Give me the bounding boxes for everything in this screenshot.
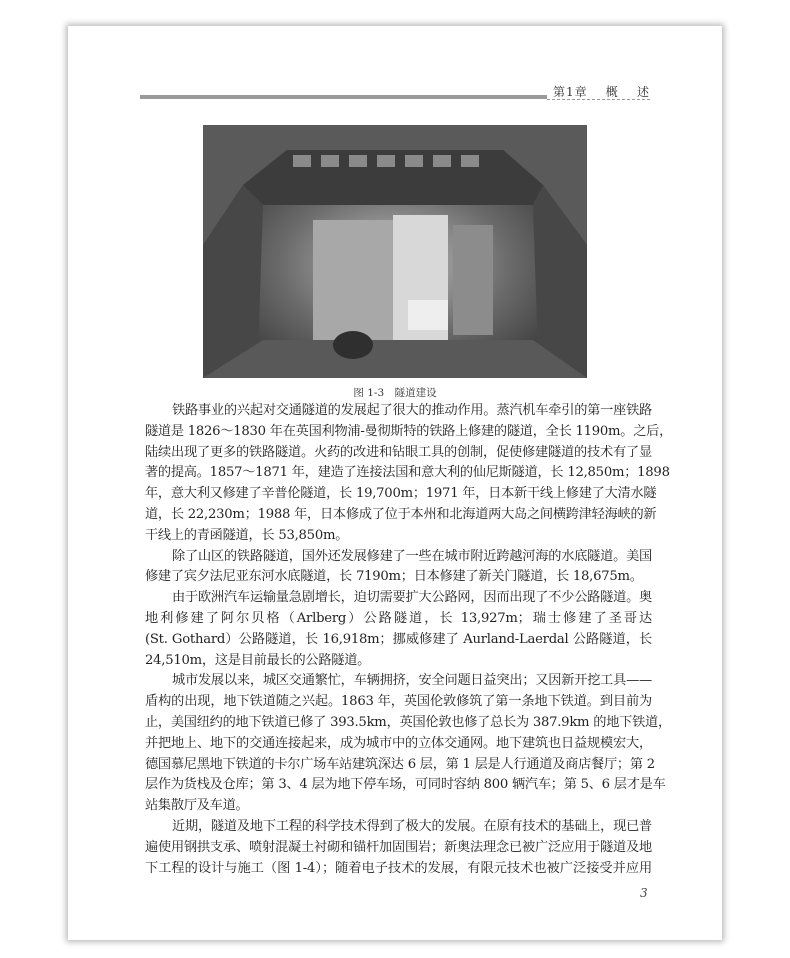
text-line: 盾构的出现，地下铁道随之兴起。1863 年，英国伦敦修筑了第一条地下铁道。到目前为 (145, 694, 652, 710)
text-line: 德国慕尼黑地下铁道的卡尔广场车站建筑深达 6 层，第 1 层是人行通道及商店餐厅；第 2 (145, 756, 655, 772)
text-line: 站集散厅及车道。 (145, 798, 249, 814)
text-line: 下工程的设计与施工（图 1-4）；随着电子技术的发展，有限元技术也被广泛接受并应用 (145, 860, 652, 876)
text-line: 止，美国纽约的地下铁道已修了 393.5km，英国伦敦也修了总长为 387.9km 的地下铁道， (145, 714, 671, 730)
text-line: 近期，隧道及地下工程的科学技术得到了极大的发展。在原有技术的基础上，现已普 (172, 818, 652, 834)
text-line: 并把地上、地下的交通连接起来，成为城市中的立体交通网。地下建筑也日益规模宏大， (145, 735, 652, 751)
text-line: 道，长 22,230m；1988 年，日本修成了位于本州和北海道两大岛之间横跨津轻海峡的新 (145, 506, 657, 522)
figure-caption: 图 1-3 隧道建设 (353, 387, 437, 399)
text-line: 修建了宾夕法尼亚东河水底隧道，长 7190m；日本修建了新关门隧道，长 18,675m。 (145, 569, 643, 585)
body-text (145, 401, 673, 879)
paragraph (145, 817, 652, 879)
text-line: 遍使用钢拱支承、喷射混凝土衬砌和锚杆加固围岩；新奥法理念已被广泛应用于隧道及地 (145, 839, 652, 855)
text-line: 年，意大利又修建了辛普伦隧道，长 19,700m；1971 年，日本新干线上修建了大清水隧 (145, 486, 657, 502)
text-line: 地利修建了阿尔贝格（Arlberg）公路隧道，长 13,927m；瑞士修建了圣哥达 (145, 610, 652, 626)
text-line: 除了山区的铁路隧道，国外还发展修建了一些在城市附近跨越河海的水底隧道。美国 (172, 548, 652, 564)
tunnel-construction-photo (203, 125, 587, 378)
text-line: (St. Gothard）公路隧道，长 16,918m；挪威修建了 Aurland-Laerdal 公路隧道，长 (145, 631, 652, 647)
text-line: 城市发展以来，城区交通繁忙，车辆拥挤，安全问题日益突出；又因新开挖工具—— (172, 673, 652, 689)
text-line: 层作为货栈及仓库；第 3、4 层为地下停车场，可同时容纳 800 辆汽车；第 5、6 层才是车 (145, 777, 666, 793)
text-line: 干线上的青函隧道，长 53,850m。 (145, 527, 349, 543)
chapter-title-1: 概 (605, 85, 619, 99)
page-number: 3 (640, 886, 648, 900)
paragraph (145, 588, 652, 671)
text-line: 由于欧洲汽车运输量急剧增长，迫切需要扩大公路网，因而出现了不少公路隧道。奥 (172, 590, 652, 606)
paragraph (145, 547, 652, 589)
header-rule (140, 95, 547, 99)
text-line: 陆续出现了更多的铁路隧道。火药的改进和钻眼工具的创制，促使修建隧道的技术有了显 (145, 444, 652, 460)
text-line: 铁路事业的兴起对交通隧道的发展起了很大的推动作用。蒸汽机车牵引的第一座铁路 (172, 403, 652, 418)
paragraph (145, 671, 671, 817)
chapter-title-2: 述 (636, 85, 650, 99)
paragraph (145, 401, 673, 547)
text-line: 24,510m，这是目前最长的公路隧道。 (145, 652, 371, 668)
text-line: 著的提高。1857～1871 年，建造了连接法国和意大利的仙尼斯隧道，长 12,850m；1898 (145, 465, 670, 481)
running-header (553, 83, 650, 100)
chapter-number: 第1章 (553, 85, 588, 99)
text-line: 隧道是 1826～1830 年在英国利物浦-曼彻斯特的铁路上修建的隧道，全长 1190m。之后， (145, 423, 673, 439)
